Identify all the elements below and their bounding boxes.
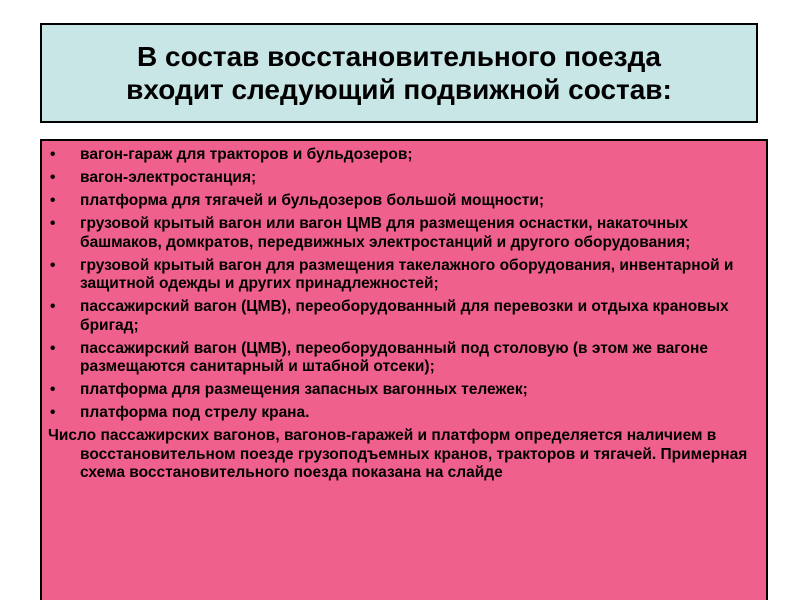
list-item — [48, 192, 756, 211]
bullet-icon: • — [50, 215, 56, 232]
list-item-text: вагон-электростанция; — [80, 169, 257, 186]
list-item — [48, 298, 756, 335]
list-item-text: платформа под стрелу крана. — [80, 404, 310, 421]
bullet-icon: • — [50, 256, 56, 274]
list-item — [48, 381, 756, 400]
bullet-list — [48, 146, 756, 423]
list-item — [48, 169, 756, 188]
list-item-text: платформа для тягачей и бульдозеров большой мощности; — [80, 192, 545, 209]
bullet-icon: • — [50, 339, 56, 357]
summary-paragraph: Число пассажирских вагонов, вагонов-гаражей и платформ определяется наличием в восстановительном поезде грузоподъемных кранов, тракторов и тягачей. Примерная схема восстановительного поезда показана на слайде — [48, 427, 748, 481]
bullet-icon: • — [50, 192, 56, 209]
bullet-icon: • — [50, 381, 56, 398]
bullet-icon: • — [50, 404, 56, 421]
list-item — [48, 340, 756, 377]
list-item — [48, 146, 756, 165]
bullet-icon: • — [50, 169, 56, 186]
bullet-icon: • — [50, 146, 56, 163]
list-item-text: платформа для размещения запасных вагонных тележек; — [80, 381, 528, 398]
list-item-text: грузовой крытый вагон или вагон ЦМВ для размещения оснастки, накаточных башмаков, домкратов, передвижных электростанций и другого оборудования; — [80, 215, 691, 251]
list-item-text: пассажирский вагон (ЦМВ), переоборудованный под столовую (в этом же вагоне размещаются санитарный и штабной отсеки); — [80, 339, 708, 375]
list-item — [48, 257, 756, 294]
list-item-text: вагон-гараж для тракторов и бульдозеров; — [80, 146, 413, 163]
content-box — [40, 139, 768, 600]
slide-title: В состав восстановительного поезда входит следующий подвижной состав: — [126, 41, 672, 105]
list-item — [48, 404, 756, 423]
list-item-text: пассажирский вагон (ЦМВ), переоборудованный для перевозки и отдыха крановых бригад; — [80, 298, 729, 334]
list-item — [48, 215, 756, 252]
bullet-icon: • — [50, 298, 56, 315]
list-item-text: грузовой крытый вагон для размещения такелажного оборудования, инвентарной и защитной одежды и других принадлежностей; — [80, 256, 734, 292]
title-box — [40, 23, 758, 123]
